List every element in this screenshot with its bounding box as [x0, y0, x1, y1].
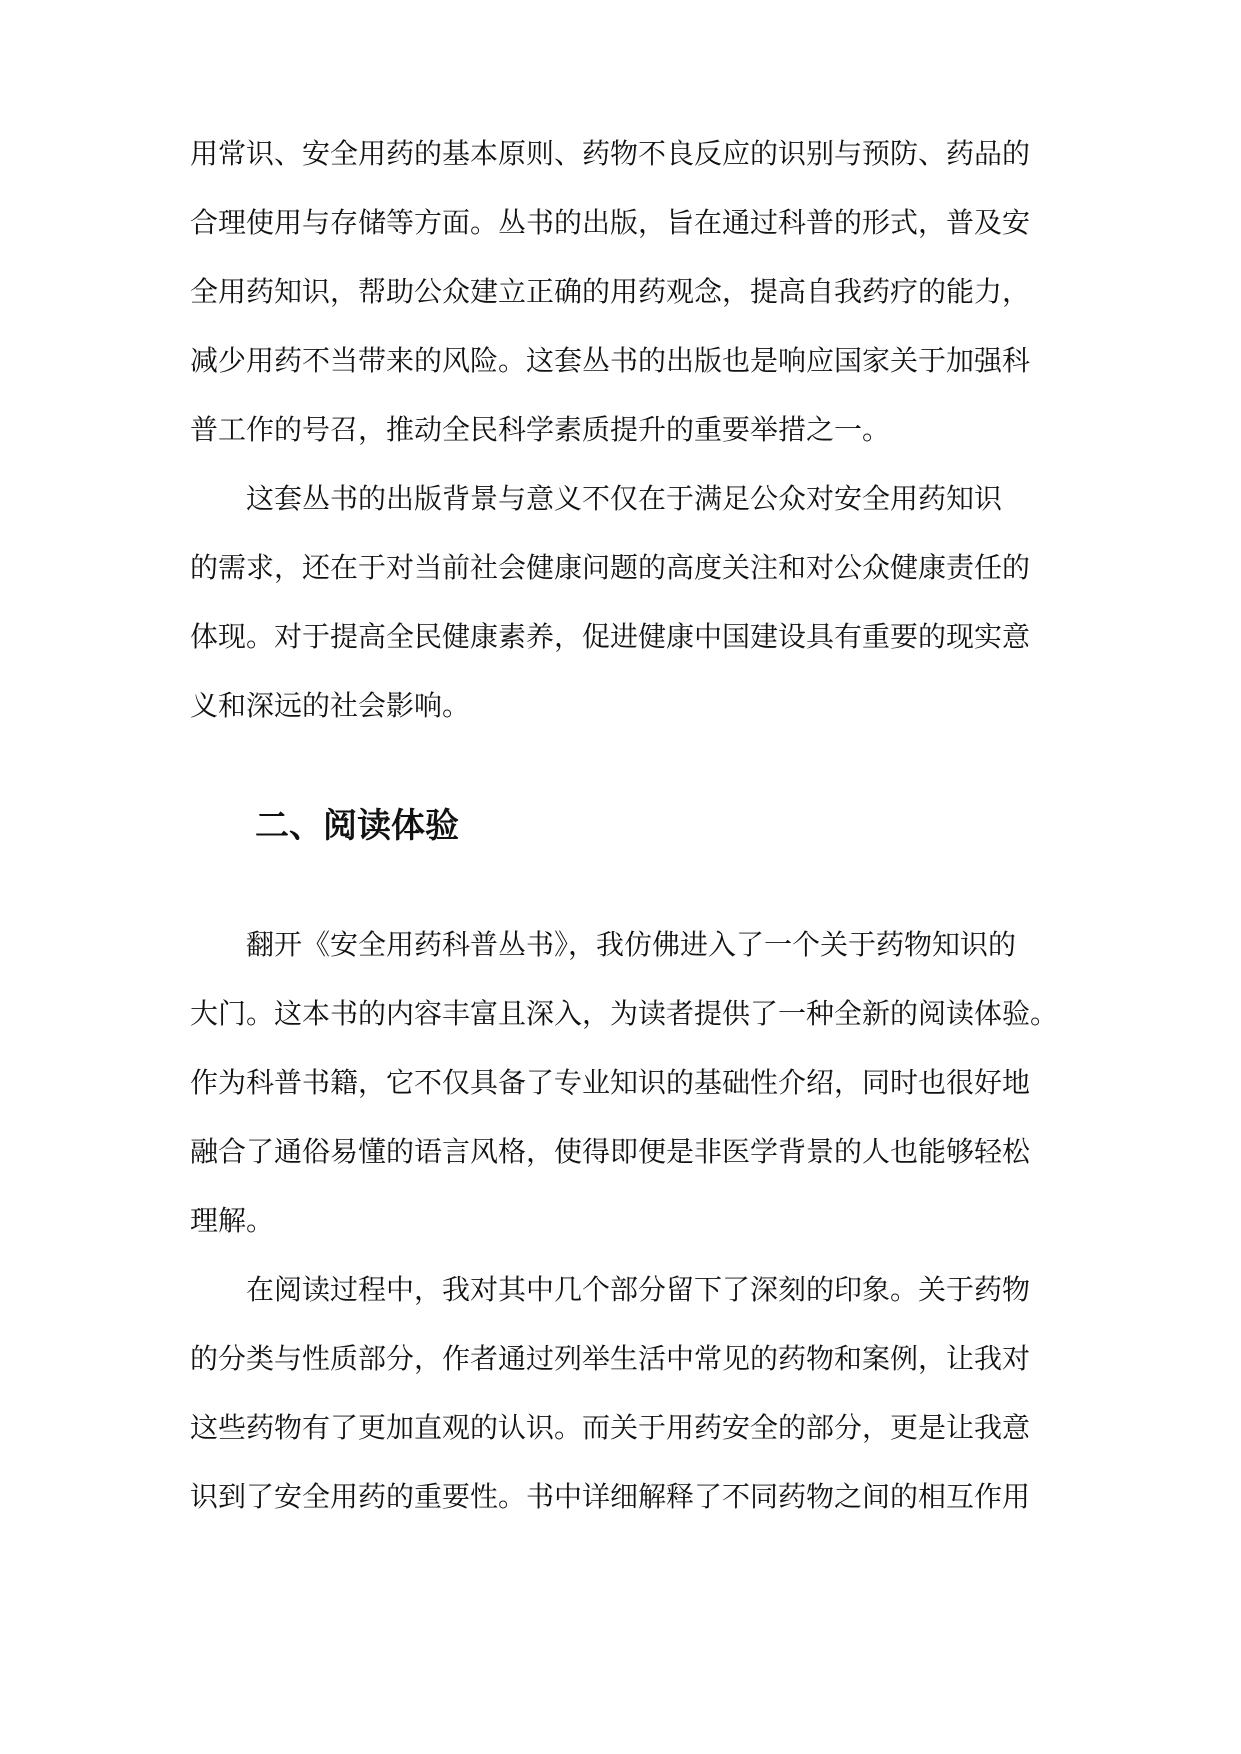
text-line: 体现。对于提高全民健康素养，促进健康中国建设具有重要的现实意	[190, 620, 1031, 653]
text-line: 在阅读过程中，我对其中几个部分留下了深刻的印象。关于药物	[246, 1273, 1031, 1306]
text-line: 翻开《安全用药科普丛书》，我仿佛进入了一个关于药物知识的	[246, 928, 1017, 961]
text-line: 的需求，还在于对当前社会健康问题的高度关注和对公众健康责任的	[190, 551, 1031, 584]
section-heading: 二、阅读体验	[255, 806, 459, 846]
text-line: 义和深远的社会影响。	[190, 689, 471, 722]
text-line: 这些药物有了更加直观的认识。而关于用药安全的部分，更是让我意	[190, 1411, 1031, 1444]
text-line: 识到了安全用药的重要性。书中详细解释了不同药物之间的相互作用	[190, 1480, 1031, 1513]
text-line: 这套丛书的出版背景与意义不仅在于满足公众对安全用药知识	[246, 482, 1003, 515]
text-line: 理解。	[190, 1204, 275, 1237]
text-line: 大门。这本书的内容丰富且深入，为读者提供了一种全新的阅读体验。	[190, 997, 1059, 1030]
text-line: 用常识、安全用药的基本原则、药物不良反应的识别与预防、药品的	[190, 137, 1031, 170]
text-line: 合理使用与存储等方面。丛书的出版，旨在通过科普的形式，普及安	[190, 206, 1031, 239]
text-line: 普工作的号召，推动全民科学素质提升的重要举措之一。	[190, 413, 891, 446]
text-line: 的分类与性质部分，作者通过列举生活中常见的药物和案例，让我对	[190, 1342, 1031, 1375]
text-line: 作为科普书籍，它不仅具备了专业知识的基础性介绍，同时也很好地	[190, 1066, 1031, 1099]
text-line: 融合了通俗易懂的语言风格，使得即便是非医学背景的人也能够轻松	[190, 1135, 1031, 1168]
text-line: 全用药知识，帮助公众建立正确的用药观念，提高自我药疗的能力，	[190, 275, 1031, 308]
text-line: 减少用药不当带来的风险。这套丛书的出版也是响应国家关于加强科	[190, 344, 1031, 377]
